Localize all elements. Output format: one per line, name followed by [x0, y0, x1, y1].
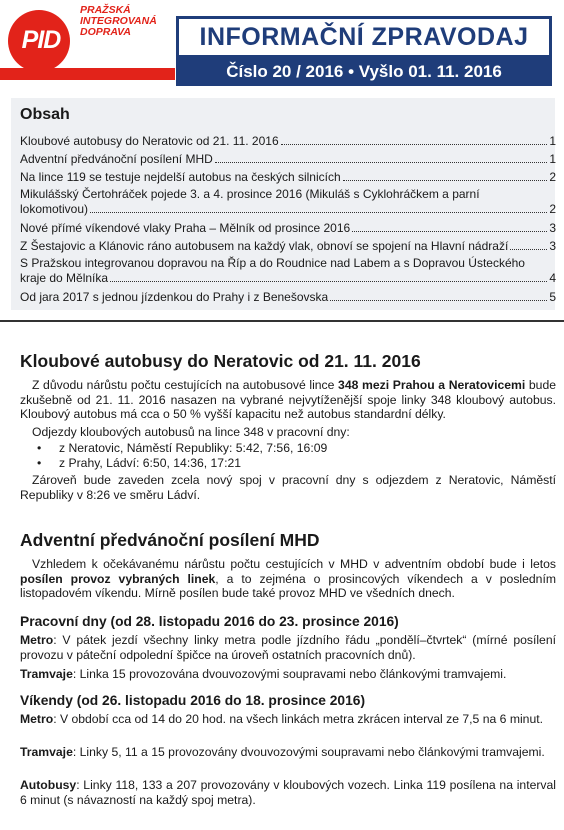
article-paragraph: Vzhledem k očekávanému nárůstu počtu cestujících v MHD v adventním období bude i letos posílen provoz vybraných linek, a to zejména o prosincových víkendech a v posledním listopadovém víkendu. Mírně posílen bude také provoz MHD ve všedních dnech.	[20, 557, 556, 600]
toc-item[interactable]: Adventní předvánoční posílení MHD 1	[20, 152, 556, 166]
toc-item[interactable]: Nové přímé víkendové vlaky Praha – Mělník od prosince 2016 3	[20, 221, 556, 235]
toc-item-line1[interactable]: Mikulášský Čertohráček pojede 3. a 4. prosince 2016 (Mikuláš s Cyklohráčkem a parní	[20, 187, 480, 201]
article-paragraph: Z důvodu nárůstu počtu cestujících na autobusové lince 348 mezi Prahou a Neratovicemi bude zkušebně od 21. 11. 2016 nasazen na vybrané nejvytíženější spoje linky 348 kloubový autobus. Kloubový autobus má cca o 50 % vyšší kapacitu než autobus standardní délky.	[20, 378, 556, 421]
masthead-red-band	[0, 68, 175, 80]
toc-item[interactable]: Kloubové autobusy do Neratovic od 21. 11. 2016 1	[20, 134, 556, 148]
article-title: Kloubové autobusy do Neratovic od 21. 11. 2016	[20, 351, 421, 371]
article-paragraph: Autobusy: Linky 118, 133 a 207 provozovány v kloubových vozech. Linka 119 posílena na interval 6 minut (s návazností na každý spoj metra).	[20, 778, 556, 807]
list-item: • z Neratovic, Náměstí Republiky: 5:42, 7:56, 16:09	[37, 441, 328, 455]
article-title: Adventní předvánoční posílení MHD	[20, 530, 320, 550]
article-paragraph: Metro: V pátek jezdí všechny linky metra podle jízdního řádu „pondělí–čtvrtek“ (mírné posílení provozu v páteční odpolední špičce na úroveň ostatních pracovních dnů).	[20, 633, 556, 662]
section-divider	[0, 320, 564, 322]
article-paragraph: Zároveň bude zaveden zcela nový spoj v pracovní dny s odjezdem z Neratovic, Náměstí Republiky v 8:26 ve směru Ládví.	[20, 473, 556, 502]
list-item: • z Prahy, Ládví: 6:50, 14:36, 17:21	[37, 456, 242, 470]
toc-item[interactable]: Z Šestajovic a Klánovic ráno autobusem na každý vlak, obnoví se spojení na Hlavní nádraží 3	[20, 239, 556, 253]
toc-heading: Obsah	[20, 106, 70, 123]
article-paragraph: Tramvaje: Linky 5, 11 a 15 provozovány dvouvozovými soupravami nebo článkovými tramvajemi.	[20, 745, 545, 759]
newsletter-title: INFORMAČNÍ ZPRAVODAJ	[176, 16, 552, 58]
article-paragraph: Metro: V období cca od 14 do 20 hod. na všech linkách metra zkrácen interval ze 7,5 na 6 minut.	[20, 712, 544, 726]
article-paragraph: Tramvaje: Linka 15 provozována dvouvozovými soupravami nebo článkovými tramvajemi.	[20, 667, 507, 681]
subsection-heading: Víkendy (od 26. listopadu 2016 do 18. prosince 2016)	[20, 693, 366, 708]
pid-logo-text: PID	[21, 26, 61, 54]
toc-item[interactable]: Od jara 2017 s jednou jízdenkou do Prahy i z Benešovska 5	[20, 290, 556, 304]
issue-info: Číslo 20 / 2016 • Vyšlo 01. 11. 2016	[176, 58, 552, 86]
toc-item[interactable]: kraje do Mělníka 4	[20, 271, 556, 285]
article-paragraph: Odjezdy kloubových autobusů na lince 348 v pracovní dny:	[32, 425, 350, 439]
toc-item[interactable]: lokomotivou) 2	[20, 202, 556, 216]
toc-item[interactable]: Na lince 119 se testuje nejdelší autobus na českých silnicích 2	[20, 170, 556, 184]
toc-item-line1[interactable]: S Pražskou integrovanou dopravou na Říp a do Roudnice nad Labem a s Dopravou Ústeckého	[20, 256, 525, 270]
brand-name: PRAŽSKÁ INTEGROVANÁ DOPRAVA	[80, 4, 157, 38]
subsection-heading: Pracovní dny (od 28. listopadu 2016 do 23. prosince 2016)	[20, 614, 399, 629]
